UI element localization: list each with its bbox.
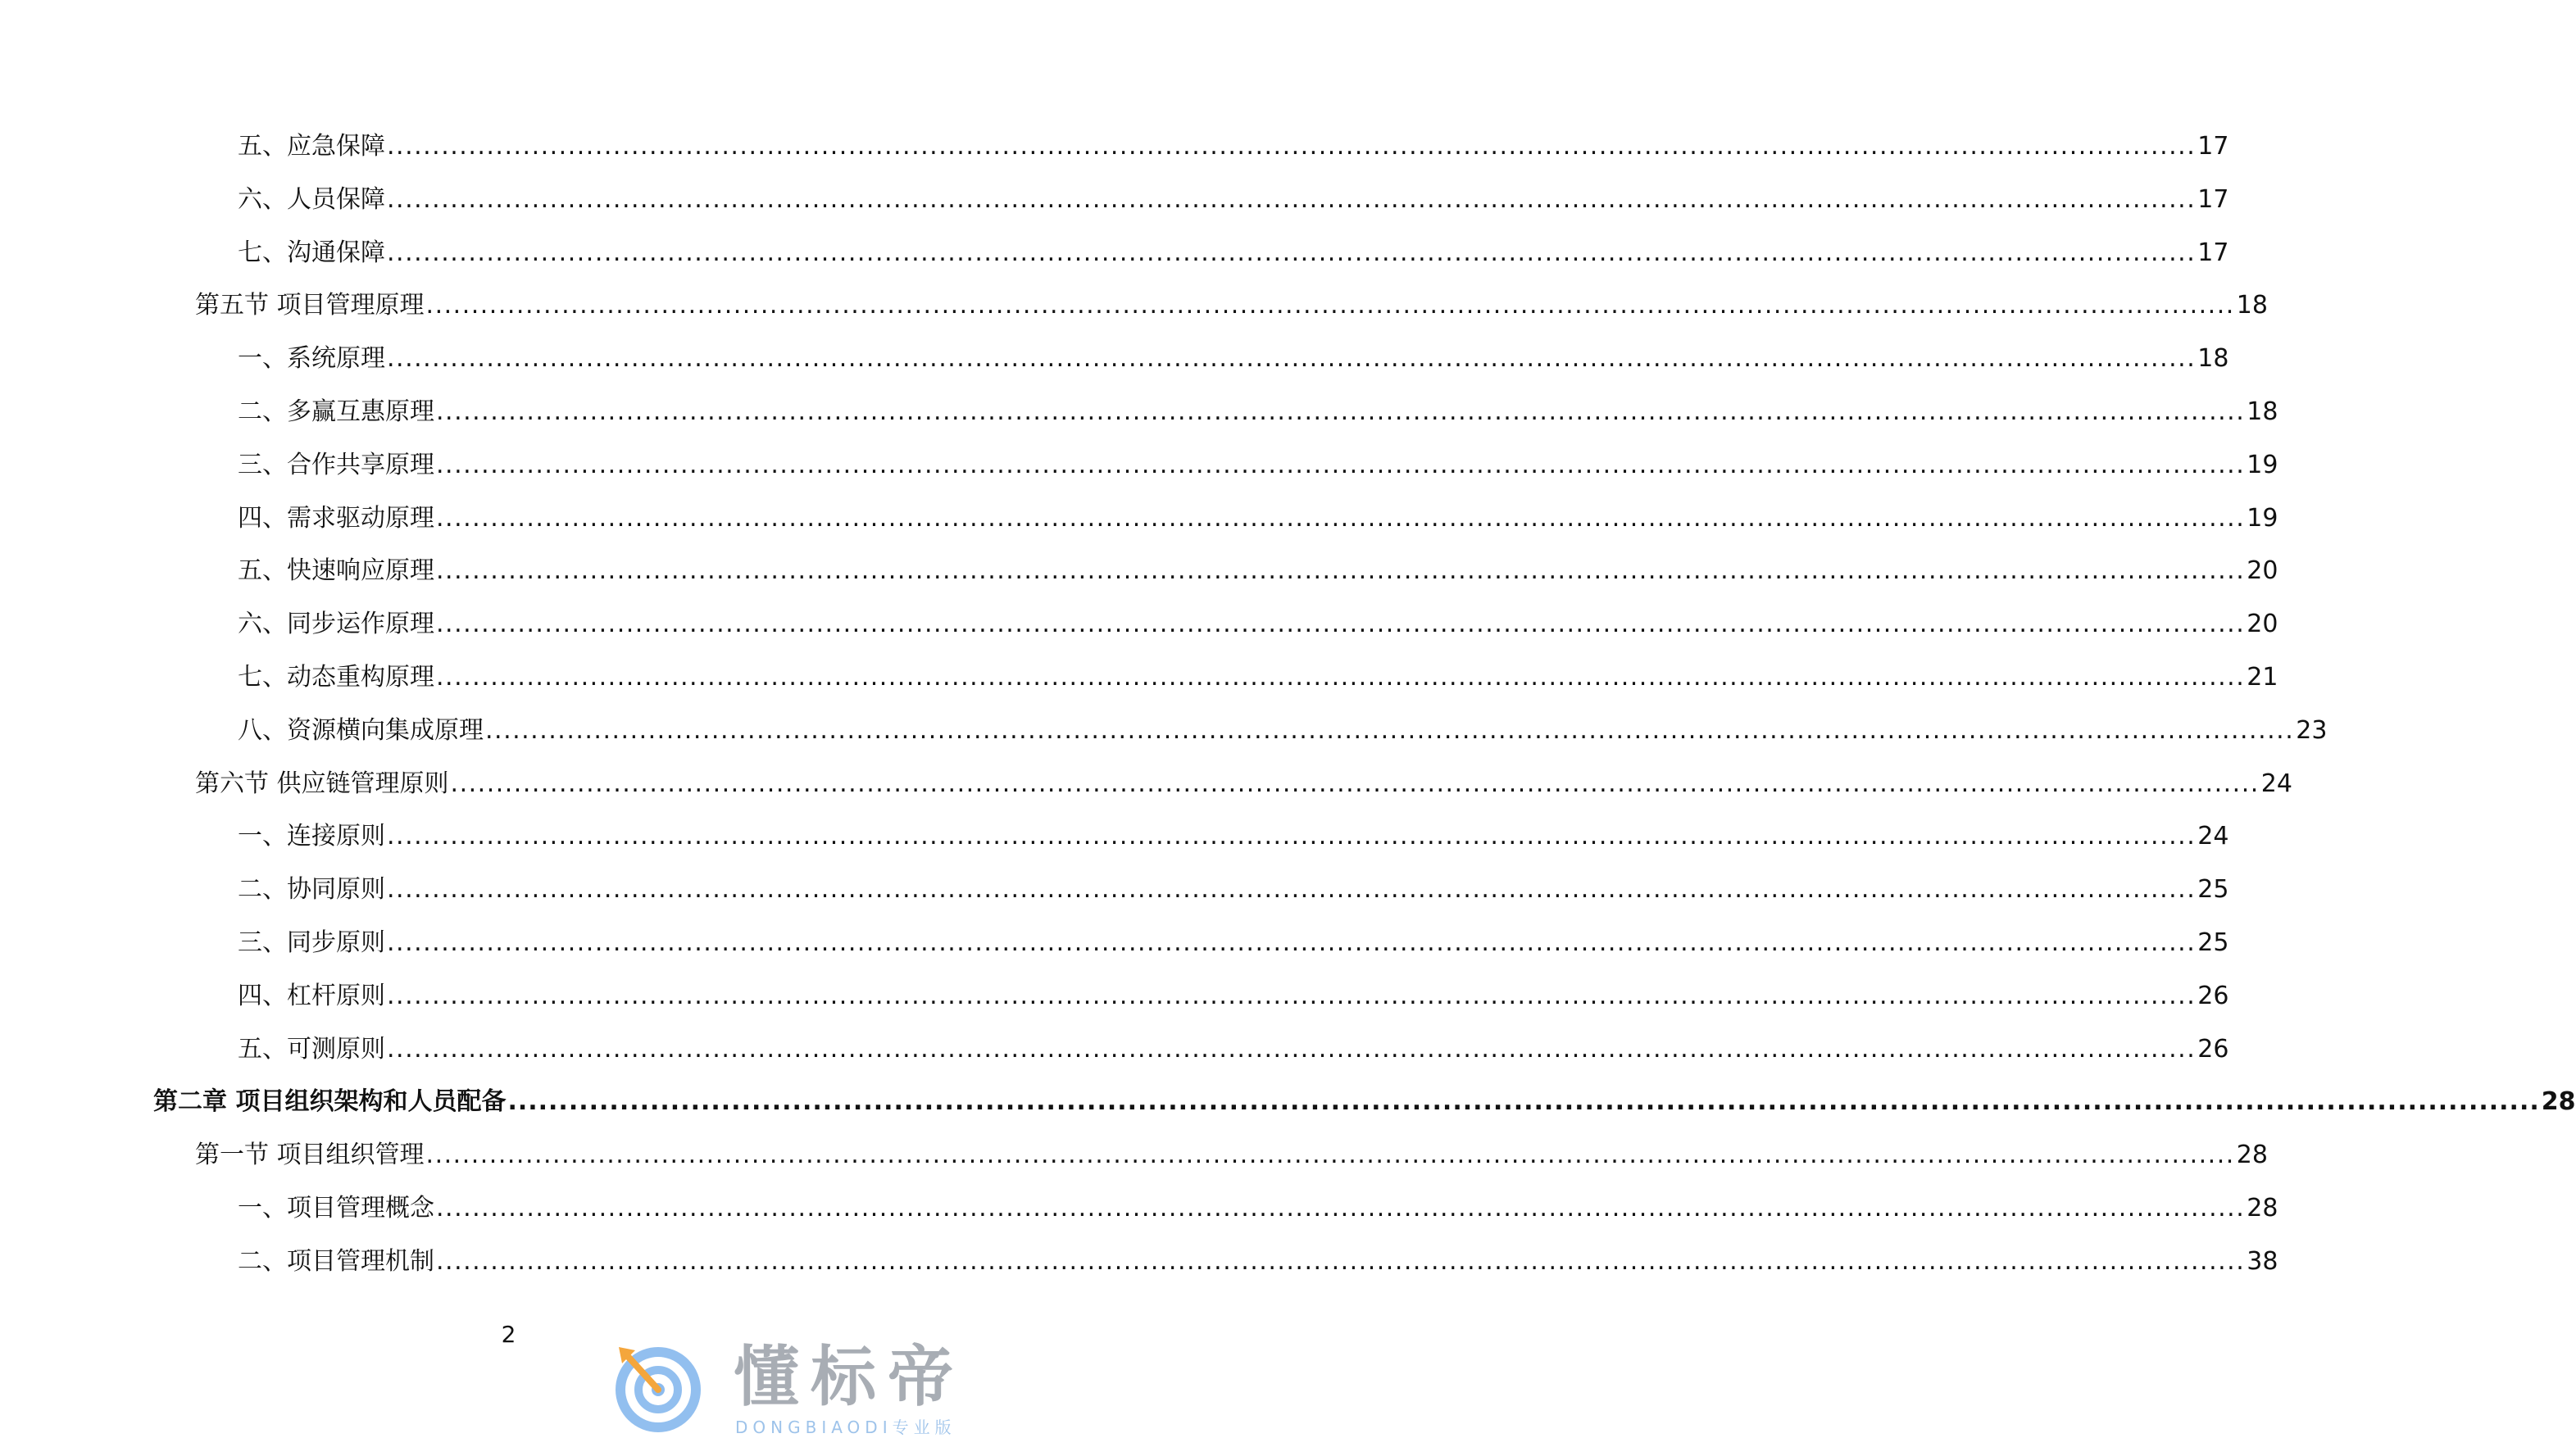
toc-entry-page: 26: [2197, 982, 2229, 1010]
toc-entry[interactable]: [238, 396, 2278, 429]
toc-entry-page: 28: [2247, 1194, 2278, 1223]
toc-entry-title: 一、项目管理概念: [238, 1194, 434, 1223]
toc-entry[interactable]: [238, 237, 2229, 270]
toc-entry-title: 八、资源横向集成原理: [238, 716, 484, 745]
toc-dot-leader: ........................................................................................................................................................................................................: [450, 769, 2260, 798]
toc-entry-page: 26: [2197, 1035, 2229, 1064]
toc-entry-page: 17: [2197, 132, 2229, 161]
toc-entry-page: 19: [2247, 504, 2278, 533]
toc-dot-leader: ........................................................................................................................................................................................................: [387, 132, 2197, 161]
toc-entry-title: 二、多赢互惠原理: [238, 397, 434, 426]
toc-dot-leader: ........................................................................................................................................................................................................: [436, 504, 2246, 533]
toc-entry-title: 六、人员保障: [238, 185, 385, 214]
toc-dot-leader: ........................................................................................................................................................................................................: [436, 1247, 2246, 1276]
toc-entry-page: 24: [2197, 822, 2229, 851]
toc-entry-title: 一、连接原则: [238, 822, 385, 851]
toc-entry-page: 28: [2541, 1087, 2576, 1116]
toc-dot-leader: ........................................................................................................................................................................................................: [387, 982, 2197, 1010]
toc-entry-title: 三、合作共享原理: [238, 451, 434, 479]
toc-entry-page: 19: [2247, 451, 2278, 479]
toc-entry-page: 18: [2197, 344, 2229, 373]
toc-entry-page: 20: [2247, 610, 2278, 638]
toc-entry-page: 25: [2197, 928, 2229, 957]
toc-entry-page: 23: [2296, 716, 2328, 745]
toc-dot-leader: ........................................................................................................................................................................................................: [425, 291, 2235, 320]
toc-entry[interactable]: [238, 184, 2229, 216]
toc-entry-title: 二、协同原则: [238, 875, 385, 904]
toc-entry-title: 七、沟通保障: [238, 238, 385, 267]
toc-entry-title: 三、同步原则: [238, 928, 385, 957]
toc-entry-page: 18: [2236, 291, 2268, 320]
toc-entry-page: 24: [2260, 769, 2292, 798]
toc-entry-title: 五、快速响应原理: [238, 556, 434, 585]
toc-dot-leader: ........................................................................................................................................................................................................: [387, 344, 2197, 373]
toc-entry[interactable]: [238, 1245, 2278, 1278]
toc-entry-page: 28: [2236, 1141, 2268, 1169]
toc-entry-title: 一、系统原理: [238, 344, 385, 373]
toc-entry-page: 18: [2247, 397, 2278, 426]
toc-entry-title: 第六节 供应链管理原则: [195, 769, 449, 798]
toc-dot-leader: ........................................................................................................................................................................................................: [387, 1035, 2197, 1064]
toc-dot-leader: ........................................................................................................................................................................................................: [387, 928, 2197, 957]
toc-dot-leader: ........................................................................................................................................................................................................: [436, 397, 2246, 426]
toc-dot-leader: ........................................................................................................................................................................................................: [436, 556, 2246, 585]
toc-dot-leader: ........................................................................................................................................................................................................: [387, 185, 2197, 214]
toc-entry-title: 第二章 项目组织架构和人员配备: [153, 1087, 507, 1116]
toc-entry-page: 17: [2197, 238, 2229, 267]
toc-entry[interactable]: [238, 608, 2278, 641]
toc-entry-title: 六、同步运作原理: [238, 610, 434, 638]
toc-dot-leader: ........................................................................................................................................................................................................: [387, 238, 2197, 267]
toc-entry-title: 二、项目管理机制: [238, 1247, 434, 1276]
toc-entry-title: 四、杠杆原则: [238, 982, 385, 1010]
toc-entry-page: 25: [2197, 875, 2229, 904]
toc-entry[interactable]: [238, 820, 2229, 853]
toc-entry[interactable]: [195, 768, 2292, 801]
toc-dot-leader: ........................................................................................................................................................................................................: [436, 663, 2246, 692]
toc-entry[interactable]: [238, 1192, 2278, 1225]
toc-entry-page: 17: [2197, 185, 2229, 214]
toc-entry[interactable]: [238, 661, 2278, 694]
toc-dot-leader: ........................................................................................................................................................................................................: [436, 610, 2246, 638]
toc-entry[interactable]: [238, 555, 2278, 587]
toc-entry-page: 38: [2247, 1247, 2278, 1276]
toc-entry-page: 21: [2247, 663, 2278, 692]
toc-entry[interactable]: [238, 1033, 2229, 1066]
toc-entry[interactable]: [238, 502, 2278, 535]
toc-dot-leader: ........................................................................................................................................................................................................: [436, 1194, 2246, 1223]
toc-entry-title: 第一节 项目组织管理: [195, 1141, 425, 1169]
watermark-subtitle: DONGBIAODI专业版: [735, 1418, 956, 1437]
toc-entry[interactable]: [153, 1086, 2576, 1118]
toc-dot-leader: ........................................................................................................................................................................................................: [507, 1087, 2540, 1116]
toc-entry-title: 五、应急保障: [238, 132, 385, 161]
watermark: [611, 1336, 1004, 1437]
toc-entry-page: 20: [2247, 556, 2278, 585]
toc-dot-leader: ........................................................................................................................................................................................................: [436, 451, 2246, 479]
toc-dot-leader: ........................................................................................................................................................................................................: [485, 716, 2295, 745]
toc-entry[interactable]: [195, 1139, 2268, 1172]
toc-entry-title: 四、需求驱动原理: [238, 504, 434, 533]
toc-entry-title: 第五节 项目管理原理: [195, 291, 425, 320]
toc-entry-title: 七、动态重构原理: [238, 663, 434, 692]
page-number: 2: [501, 1321, 516, 1348]
toc-entry-title: 五、可测原则: [238, 1035, 385, 1064]
toc-entry[interactable]: [238, 980, 2229, 1013]
toc-entry[interactable]: [238, 873, 2229, 906]
toc-entry[interactable]: [238, 342, 2229, 375]
target-logo-icon: [611, 1339, 709, 1437]
toc-dot-leader: ........................................................................................................................................................................................................: [387, 875, 2197, 904]
toc-dot-leader: ........................................................................................................................................................................................................: [387, 822, 2197, 851]
toc-dot-leader: ........................................................................................................................................................................................................: [425, 1141, 2235, 1169]
toc-entry[interactable]: [238, 714, 2328, 747]
toc-entry[interactable]: [238, 449, 2278, 482]
watermark-brand: 懂标帝: [734, 1339, 965, 1415]
toc-entry[interactable]: [238, 130, 2229, 163]
toc-entry[interactable]: [238, 927, 2229, 959]
toc-entry[interactable]: [195, 289, 2268, 322]
